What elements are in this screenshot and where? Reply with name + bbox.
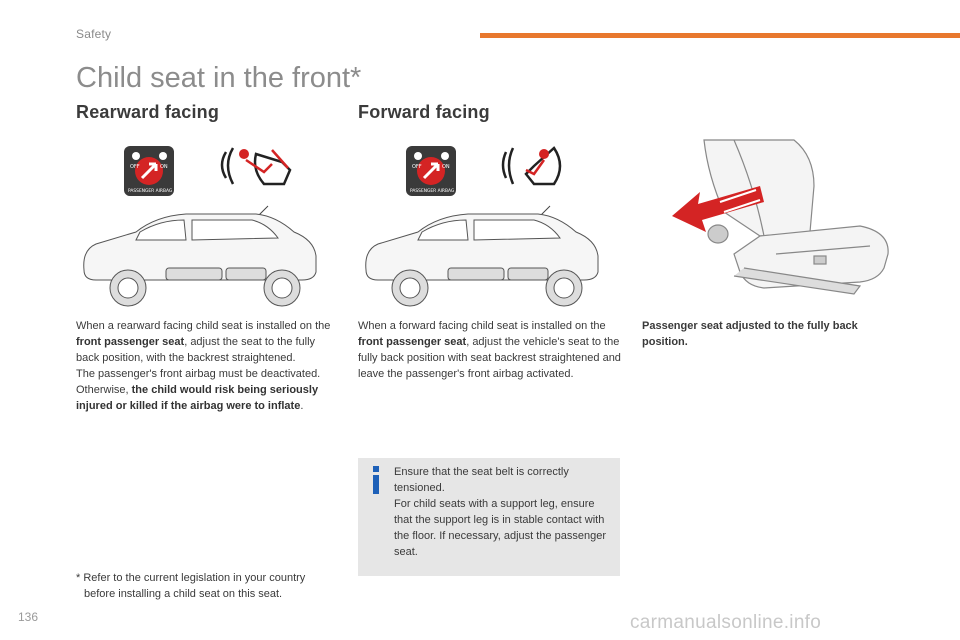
- forward-heading: Forward facing: [358, 102, 490, 122]
- rearward-paragraph: When a rearward facing child seat is installed on the front passenger seat, adjust the seat to the fully back position, with the backrest straightened. The passenger's front airbag must be deactivated. Otherwise, the child would risk being seriously injured or killed if the airbag were to inflate.: [76, 320, 331, 412]
- airbag-switch-off-icon: [124, 146, 174, 196]
- airbag-switch-on-icon: [406, 146, 456, 196]
- switch-off-text: OFF: [130, 164, 140, 170]
- page-title: Child seat in the front*: [76, 62, 362, 94]
- switch-label-text: PASSENGER AIRBAG: [128, 189, 173, 194]
- page-number: 136: [18, 610, 39, 624]
- info-text: Ensure that the seat belt is correctly tensioned. For child seats with a support leg, ensure that the support leg is in stable contact with the floor. If necessary, adjust the passenger seat.: [394, 466, 606, 558]
- rearward-heading: Rearward facing: [76, 102, 220, 122]
- footnote: * Refer to the current legislation in your country before installing a child seat on this seat.: [76, 572, 306, 600]
- forward-illustration: [358, 140, 608, 310]
- seat-icon: [704, 140, 888, 294]
- seat-caption: Passenger seat adjusted to the fully back position.: [642, 320, 858, 348]
- forward-child-seat-icon: [503, 148, 560, 184]
- rearward-child-seat-icon: [222, 148, 290, 184]
- switch-off-text: OFF: [412, 164, 422, 170]
- switch-on-text: ON: [442, 164, 450, 170]
- rearward-illustration: [76, 140, 326, 310]
- section-label: Safety: [76, 27, 112, 41]
- forward-paragraph: When a forward facing child seat is installed on the front passenger seat, adjust the vehicle's seat to the fully back position with seat backrest straightened and leave the passenger's front airbag activated.: [358, 320, 621, 380]
- section-accent-bar: [480, 33, 960, 38]
- car-side-icon: [366, 214, 598, 306]
- info-box: [358, 458, 620, 576]
- switch-on-text: ON: [160, 164, 168, 170]
- passenger-seat-illustration: [664, 136, 894, 306]
- car-side-icon: [84, 214, 316, 306]
- switch-label-text: PASSENGER AIRBAG: [410, 189, 455, 194]
- info-icon: [370, 466, 382, 494]
- watermark: carmanualsonline.info: [630, 612, 822, 633]
